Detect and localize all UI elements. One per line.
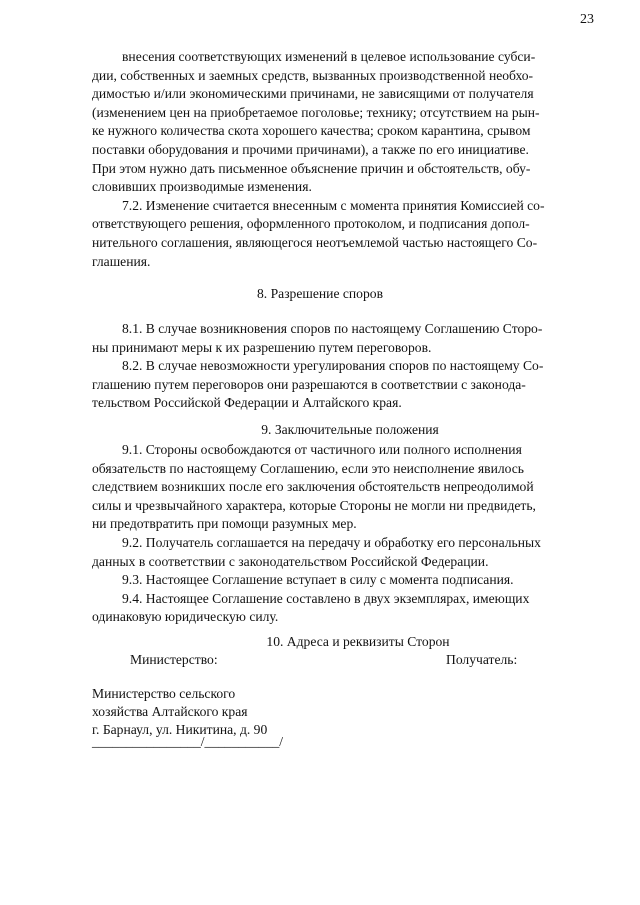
paragraph-line: (изменением цен на приобретаемое поголовье; технику; отсутствием на рын- xyxy=(92,104,540,120)
paragraph-line: поставки оборудования и прочими причинами), а также по его инициативе. xyxy=(92,141,529,157)
paragraph-line: нительного соглашения, являющегося неотъемлемой частью настоящего Со- xyxy=(92,234,538,250)
paragraph-line: ответствующего решения, оформленного протоколом, и подписания допол- xyxy=(92,216,530,232)
paragraph-line: 9.2. Получатель соглашается на передачу и обработку его персональных xyxy=(122,534,541,550)
section7-block xyxy=(92,48,598,271)
paragraph-line: При этом нужно дать письменное объяснение причин и обстоятельств, обу- xyxy=(92,160,531,176)
recipient-label: Получатель: xyxy=(446,652,518,667)
section8-heading: 8. Разрешение споров xyxy=(257,286,383,301)
paragraph-line: тельством Российской Федерации и Алтайского края. xyxy=(92,395,402,411)
paragraph-line: следствием возникших после его заключения обстоятельств непреодолимой xyxy=(92,479,534,495)
paragraph-line: 9.3. Настоящее Соглашение вступает в силу с момента подписания. xyxy=(122,572,514,588)
section9-block xyxy=(92,441,598,627)
ministry-address-line: г. Барнаул, ул. Никитина, д. 90 xyxy=(92,722,268,737)
paragraph-line: ны принимают меры к их разрешению путем переговоров. xyxy=(92,339,432,355)
signature-line: ________________/___________/ xyxy=(92,734,284,749)
paragraph-line: димостью и/или экономическими причинами, не зависящими от получателя xyxy=(92,86,534,102)
section8-block xyxy=(92,320,598,413)
paragraph-line: данных в соответствии с законодательством Российской Федерации. xyxy=(92,553,489,569)
paragraph-line: дии, собственных и заемных средств, вызванных производственной необхо- xyxy=(92,67,534,83)
paragraph-line: 7.2. Изменение считается внесенным с момента принятия Комиссией со- xyxy=(122,197,545,213)
paragraph-line: внесения соответствующих изменений в целевое использование субси- xyxy=(122,49,536,64)
paragraph-line: обязательств по настоящему Соглашению, если это неисполнение явилось xyxy=(92,460,524,476)
page-number: 23 xyxy=(580,12,594,27)
paragraph-line: 9.1. Стороны освобождаются от частичного или полного исполнения xyxy=(122,442,522,457)
paragraph-line: 8.2. В случае невозможности урегулирования споров по настоящему Со- xyxy=(122,358,544,374)
ministry-label: Министерство: xyxy=(130,652,218,667)
paragraph-line: 8.1. В случае возникновения споров по настоящему Соглашению Сторо- xyxy=(122,321,543,336)
paragraph-line: глашению путем переговоров они разрешаются в соответствии с законода- xyxy=(92,376,526,392)
paragraph-line: ке нужного количества скота хорошего качества; сроком карантина, срывом xyxy=(92,123,531,139)
section10-heading: 10. Адреса и реквизиты Сторон xyxy=(266,634,450,649)
paragraph-line: 9.4. Настоящее Соглашение составлено в двух экземплярах, имеющих xyxy=(122,590,530,606)
paragraph-line: одинаковую юридическую силу. xyxy=(92,609,279,625)
ministry-address-line: Министерство сельского xyxy=(92,686,236,701)
ministry-address-line: хозяйства Алтайского края xyxy=(92,704,248,719)
section9-heading: 9. Заключительные положения xyxy=(261,422,439,437)
paragraph-line: ни предотвратить при помощи разумных мер. xyxy=(92,516,357,532)
paragraph-line: словивших производимые изменения. xyxy=(92,179,312,195)
paragraph-line: силы и чрезвычайного характера, которые Стороны не могли ни предвидеть, xyxy=(92,497,536,513)
paragraph-line: глашения. xyxy=(92,253,151,269)
